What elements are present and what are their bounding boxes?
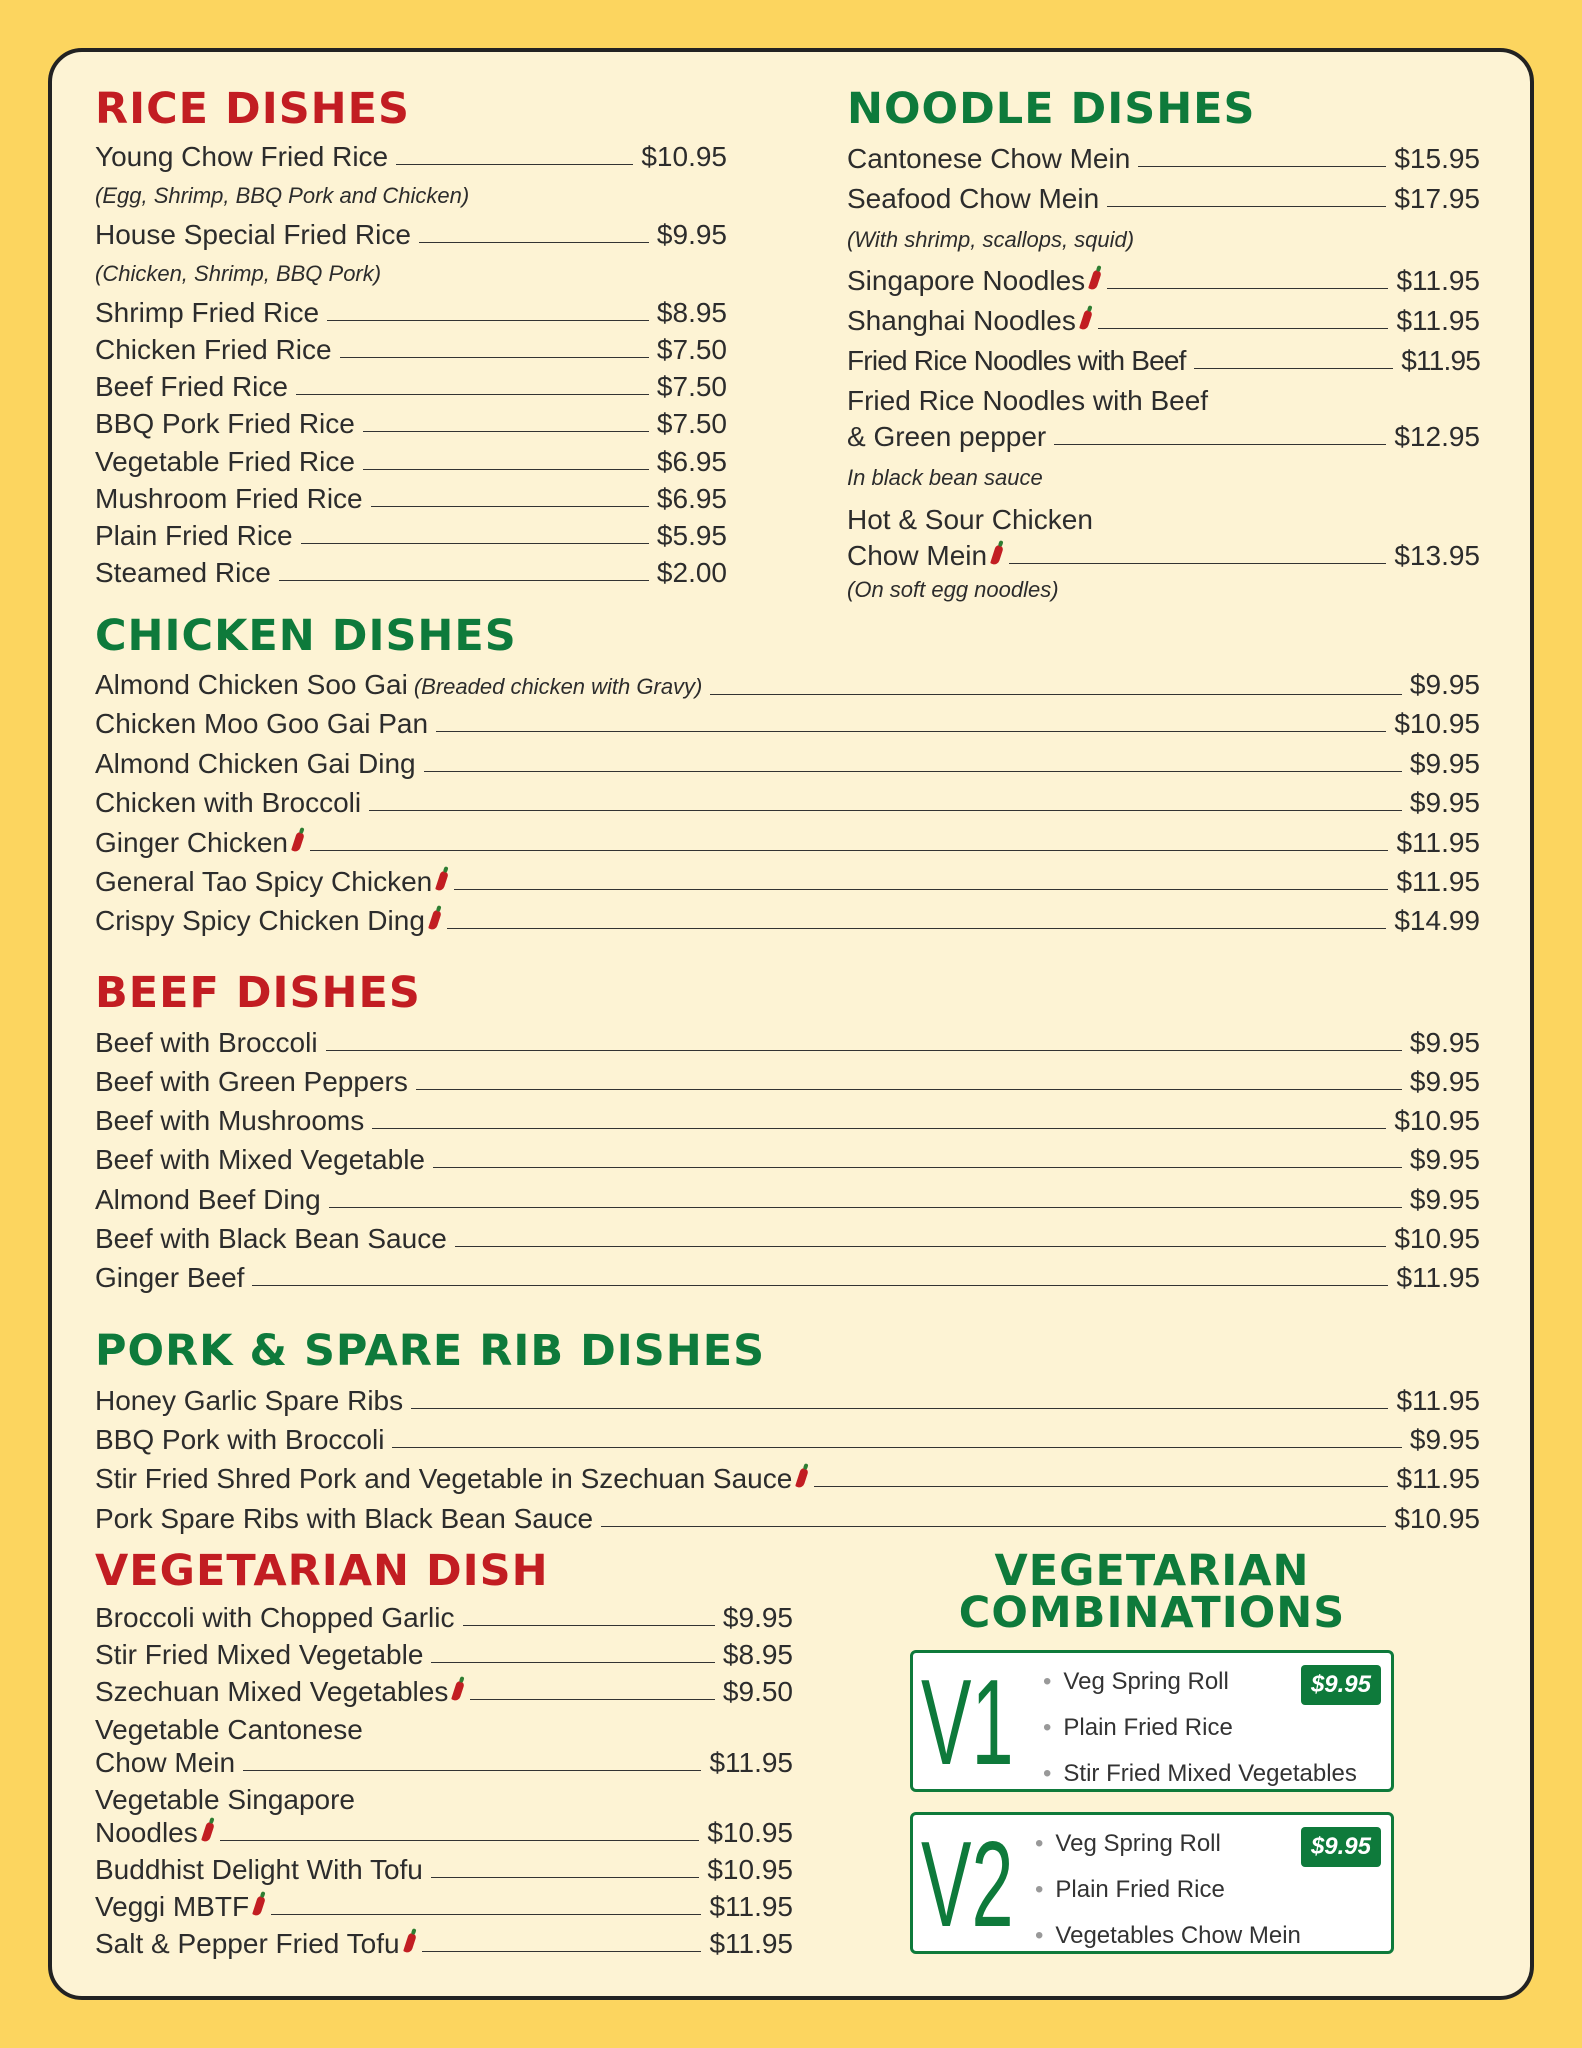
vegetarian-combinations-heading: VEGETARIAN xyxy=(994,1546,1310,1596)
menu-item: Young Chow Fried Rice $10.95 xyxy=(95,141,727,172)
menu-item: Beef with Mushrooms $10.95 xyxy=(95,1105,1480,1136)
beef-dishes-heading: BEEF DISHES xyxy=(95,968,421,1018)
noodle-dishes-heading: NOODLE DISHES xyxy=(847,84,1256,134)
price-badge: $9.95 xyxy=(1301,1665,1381,1705)
menu-item: Beef with Green Peppers $9.95 xyxy=(95,1066,1480,1097)
list-item: • Plain Fried Rice xyxy=(1035,1867,1301,1913)
list-item: • Vegetables Chow Mein xyxy=(1035,1913,1301,1959)
item-name-line: Vegetable Cantonese xyxy=(95,1714,363,1745)
combo-v2 xyxy=(910,1812,1394,1954)
vegetarian-combinations-heading-line2: COMBINATIONS xyxy=(958,1588,1346,1638)
menu-item: Broccoli with Chopped Garlic $9.95 xyxy=(95,1602,793,1633)
menu-item: Crispy Spicy Chicken Ding $14.99 xyxy=(95,905,1480,936)
chili-icon xyxy=(1088,269,1102,290)
item-note: In black bean sauce xyxy=(847,465,1043,490)
item-note: (Chicken, Shrimp, BBQ Pork) xyxy=(95,261,382,286)
list-item: • Veg Spring Roll xyxy=(1043,1659,1357,1705)
menu-item: Stir Fried Shred Pork and Vegetable in Szechuan Sauce $11.95 xyxy=(95,1463,1480,1494)
item-note: (Egg, Shrimp, BBQ Pork and Chicken) xyxy=(95,183,470,208)
item-note: (With shrimp, scallops, squid) xyxy=(847,227,1135,252)
menu-item: BBQ Pork Fried Rice $7.50 xyxy=(95,408,727,439)
menu-item: Seafood Chow Mein $17.95 xyxy=(847,183,1480,214)
menu-item: Beef with Mixed Vegetable $9.95 xyxy=(95,1144,1480,1175)
chili-icon xyxy=(451,1680,465,1701)
menu-item: House Special Fried Rice $9.95 xyxy=(95,219,727,250)
menu-item: Plain Fried Rice $5.95 xyxy=(95,520,727,551)
menu-item: Chicken Moo Goo Gai Pan $10.95 xyxy=(95,708,1480,739)
chili-icon xyxy=(428,909,442,930)
item-note: (On soft egg noodles) xyxy=(847,577,1059,602)
chili-icon xyxy=(990,544,1004,565)
menu-item: Szechuan Mixed Vegetables $9.50 xyxy=(95,1676,793,1707)
menu-item: Almond Chicken Soo Gai (Breaded chicken with Gravy) $9.95 xyxy=(95,669,1480,700)
menu-item: Chicken with Broccoli $9.95 xyxy=(95,787,1480,818)
menu-item: Veggi MBTF $11.95 xyxy=(95,1891,793,1922)
combo-items xyxy=(1035,1821,1301,1959)
menu-item: Ginger Beef $11.95 xyxy=(95,1262,1480,1293)
menu-item: General Tao Spicy Chicken $11.95 xyxy=(95,866,1480,897)
menu-item: Pork Spare Ribs with Black Bean Sauce $10.95 xyxy=(95,1503,1480,1534)
menu-item: Buddhist Delight With Tofu $10.95 xyxy=(95,1854,793,1885)
rice-dishes-heading: RICE DISHES xyxy=(95,84,411,134)
menu-item: Steamed Rice $2.00 xyxy=(95,557,727,588)
menu-item: Stir Fried Mixed Vegetable $8.95 xyxy=(95,1639,793,1670)
menu-item: Cantonese Chow Mein $15.95 xyxy=(847,143,1480,174)
menu-item: Salt & Pepper Fried Tofu $11.95 xyxy=(95,1928,793,1959)
menu-item: Ginger Chicken $11.95 xyxy=(95,827,1480,858)
menu-item: Noodles $10.95 xyxy=(95,1817,793,1848)
item-name-line: Vegetable Singapore xyxy=(95,1784,355,1815)
menu-item: Honey Garlic Spare Ribs $11.95 xyxy=(95,1385,1480,1416)
list-item: • Plain Fried Rice xyxy=(1043,1705,1357,1751)
chili-icon xyxy=(435,870,449,891)
combo-code: V2 xyxy=(921,1816,1014,1952)
menu-item: & Green pepper $12.95 xyxy=(847,421,1480,452)
combo-code: V1 xyxy=(921,1654,1014,1790)
menu-item: Shanghai Noodles $11.95 xyxy=(847,305,1480,336)
menu-item: Chow Mein $13.95 xyxy=(847,540,1480,571)
menu-item: Vegetable Fried Rice $6.95 xyxy=(95,446,727,477)
menu-item: Shrimp Fried Rice $8.95 xyxy=(95,297,727,328)
list-item: • Veg Spring Roll xyxy=(1035,1821,1301,1867)
combo-v1 xyxy=(910,1650,1394,1792)
menu-item: Beef with Broccoli $9.95 xyxy=(95,1027,1480,1058)
vegetarian-dish-heading: VEGETARIAN DISH xyxy=(95,1546,549,1596)
menu-item: Beef Fried Rice $7.50 xyxy=(95,371,727,402)
chili-icon xyxy=(1079,309,1093,330)
menu-item: Almond Chicken Gai Ding $9.95 xyxy=(95,748,1480,779)
chili-icon xyxy=(252,1895,266,1916)
menu-item: BBQ Pork with Broccoli $9.95 xyxy=(95,1424,1480,1455)
menu-item: Beef with Black Bean Sauce $10.95 xyxy=(95,1223,1480,1254)
menu-item: Chicken Fried Rice $7.50 xyxy=(95,334,727,365)
item-name-line: Fried Rice Noodles with Beef xyxy=(847,385,1209,416)
menu-item: Mushroom Fried Rice $6.95 xyxy=(95,483,727,514)
chili-icon xyxy=(795,1467,809,1488)
menu-item: Chow Mein $11.95 xyxy=(95,1747,793,1778)
price-badge: $9.95 xyxy=(1301,1827,1381,1867)
menu-item: Fried Rice Noodles with Beef $11.95 xyxy=(847,345,1480,376)
menu-item: Singapore Noodles $11.95 xyxy=(847,265,1480,296)
chicken-dishes-heading: CHICKEN DISHES xyxy=(95,611,517,661)
chili-icon xyxy=(291,831,305,852)
chili-icon xyxy=(201,1821,215,1842)
item-name-line: Hot & Sour Chicken xyxy=(847,504,1093,535)
chili-icon xyxy=(403,1932,417,1953)
list-item: • Stir Fried Mixed Vegetables xyxy=(1043,1751,1357,1797)
pork-dishes-heading: PORK & SPARE RIB DISHES xyxy=(95,1326,766,1376)
menu-item: Almond Beef Ding $9.95 xyxy=(95,1184,1480,1215)
